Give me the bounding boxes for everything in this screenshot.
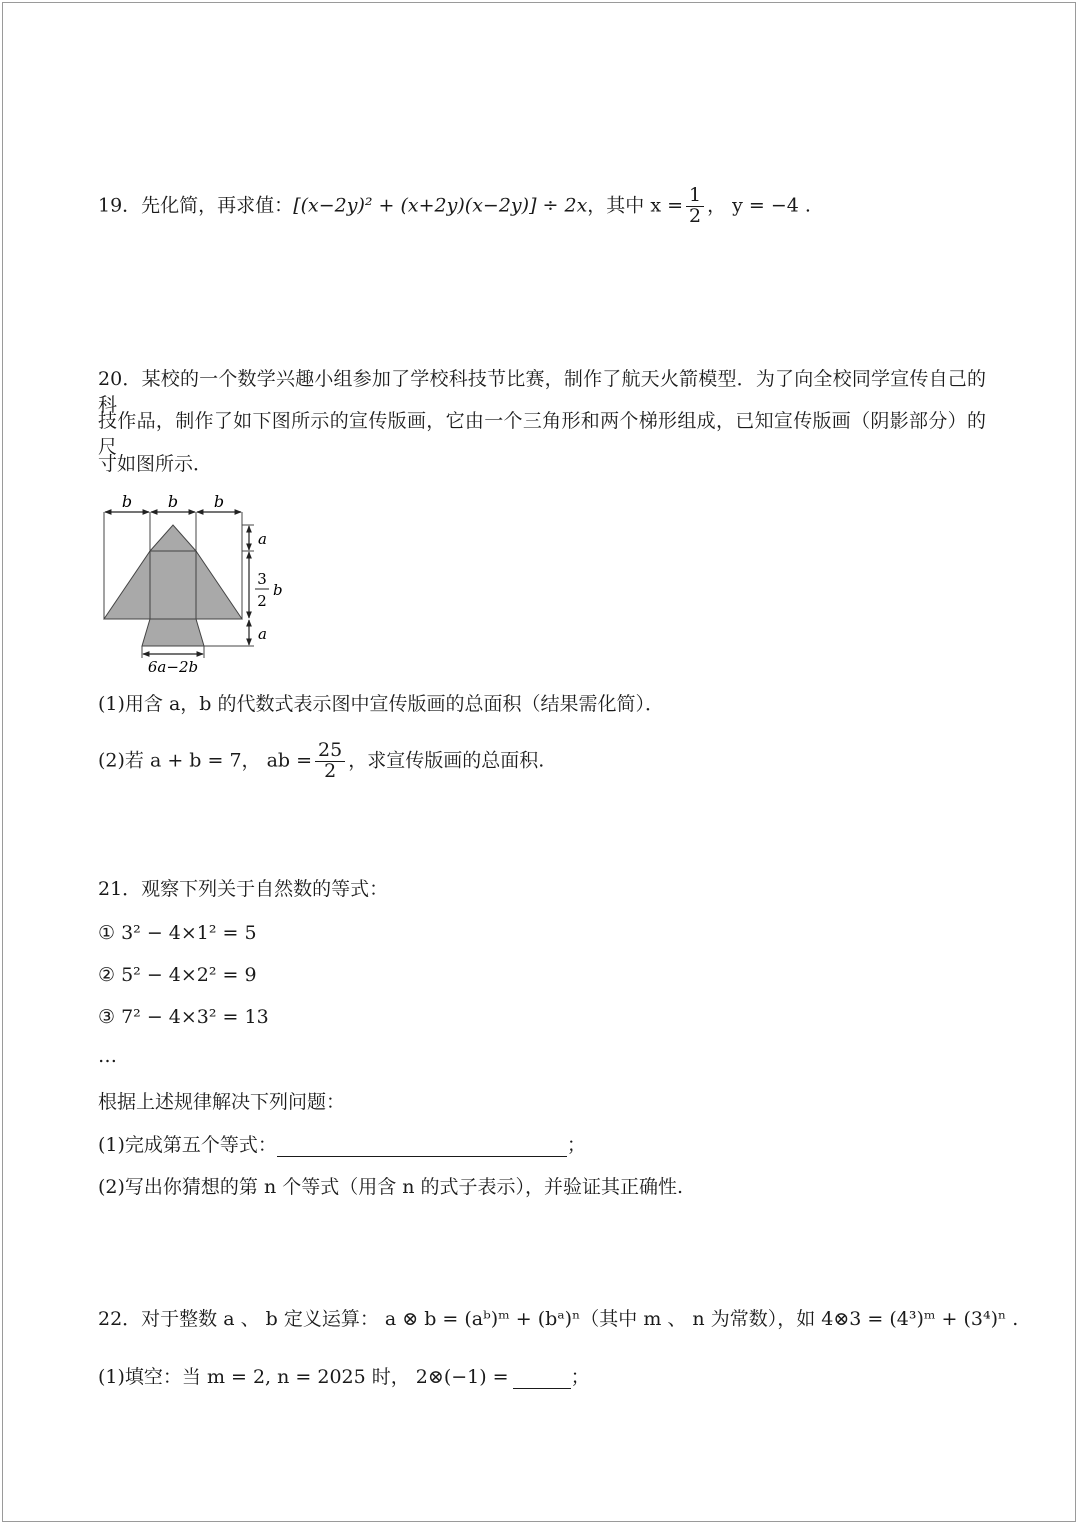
q20-line-1: 20．某校的一个数学兴趣小组参加了学校科技节比赛，制作了航天火箭模型．为了向全校同学宣传自己的科 xyxy=(98,368,986,416)
q21-title: 21．观察下列关于自然数的等式： xyxy=(98,878,389,900)
poster-diagram xyxy=(92,492,312,677)
q21-part-1-prompt: (1)完成第五个等式： xyxy=(98,1134,277,1156)
q21-equation-2: ② 5² − 4×2² = 9 xyxy=(98,964,257,986)
q19-x-fraction xyxy=(686,186,704,227)
q20-ab-numerator: 25 xyxy=(315,741,345,762)
q19-condition: ，其中 x = xyxy=(587,194,683,217)
q22-part-1-end: ； xyxy=(570,1366,590,1388)
right-frac-den: 2 xyxy=(257,592,267,610)
q20-part-1: (1)用含 a，b 的代数式表示图中宣传版画的总面积（结果需化简）． xyxy=(98,693,664,715)
q20-part-2 xyxy=(98,741,544,782)
q21-instruction: 根据上述规律解决下列问题： xyxy=(98,1091,346,1113)
q21-ellipsis: … xyxy=(98,1045,117,1067)
q20-line-3: 寸如图所示． xyxy=(98,453,213,475)
right-b-label: b xyxy=(273,581,283,599)
q20-line-2: 技作品，制作了如下图所示的宣传版画，它由一个三角形和两个梯形组成，已知宣传版画（阴影部分）的尺 xyxy=(98,410,986,458)
q20-ab-denominator: 2 xyxy=(324,759,337,782)
q21-equation-1: ① 3² − 4×1² = 5 xyxy=(98,922,257,944)
right-a-label-2: a xyxy=(258,625,267,643)
q20-ab-fraction xyxy=(315,741,345,782)
right-a-label-1: a xyxy=(258,530,267,548)
q20-figure xyxy=(92,492,312,681)
top-b-label-3: b xyxy=(213,492,225,511)
q21-answer-blank[interactable] xyxy=(277,1136,567,1157)
bottom-width-label: 6a−2b xyxy=(147,658,199,676)
q22-definition: 22．对于整数 a 、 b 定义运算： a ⊗ b = (aᵇ)ᵐ + (bᵃ)ⁿ（其中 m 、 n 为常数），如 4⊗3 = (4³)ᵐ + (3⁴)ⁿ . xyxy=(98,1308,1019,1330)
bottom-trapezoid xyxy=(142,619,204,646)
q21-part-2: (2)写出你猜想的第 n 个等式（用含 n 的式子表示），并验证其正确性. xyxy=(98,1176,684,1198)
q21-equation-3: ③ 7² − 4×3² = 13 xyxy=(98,1006,269,1028)
q19-expression: [(x−2y)² + (x+2y)(x−2y)] ÷ 2x xyxy=(293,194,588,217)
top-triangle xyxy=(150,525,196,551)
right-frac-num: 3 xyxy=(257,570,267,588)
q22-part-1-prompt: (1)填空：当 m = 2, n = 2025 时， 2⊗(−1) = xyxy=(98,1366,509,1388)
q19-y-value: ， y = −4 . xyxy=(707,194,811,217)
q19-x-denominator: 2 xyxy=(689,204,702,227)
q19-x-numerator: 1 xyxy=(686,186,704,207)
top-b-label-1: b xyxy=(121,492,133,511)
question-19 xyxy=(98,186,811,227)
q20-part-2-ask: ，求宣传版画的总面积. xyxy=(348,749,545,772)
middle-trapezoid xyxy=(104,551,242,619)
q22-part-1 xyxy=(98,1364,590,1390)
q19-prompt: 19．先化简，再求值： xyxy=(98,194,294,217)
q20-part-2-given: (2)若 a + b = 7， ab = xyxy=(98,749,313,772)
q21-part-1-end: ； xyxy=(566,1134,586,1156)
top-b-label-2: b xyxy=(167,492,179,511)
q22-answer-blank[interactable] xyxy=(513,1368,571,1389)
q21-part-1 xyxy=(98,1132,586,1158)
